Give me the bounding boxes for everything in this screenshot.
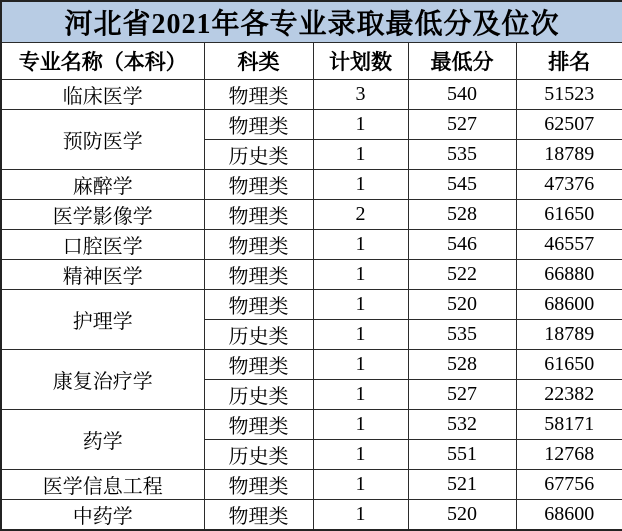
plan-cell: 1	[313, 320, 408, 350]
plan-cell: 1	[313, 290, 408, 320]
min-score-cell: 520	[408, 290, 516, 320]
plan-cell: 1	[313, 350, 408, 380]
min-score-cell: 532	[408, 410, 516, 440]
plan-cell: 1	[313, 110, 408, 140]
min-score-cell: 535	[408, 140, 516, 170]
min-score-cell: 528	[408, 350, 516, 380]
header-plan-count: 计划数	[313, 43, 408, 80]
rank-cell: 18789	[516, 140, 622, 170]
header-category: 科类	[204, 43, 313, 80]
plan-cell: 1	[313, 440, 408, 470]
category-cell: 物理类	[204, 470, 313, 500]
plan-cell: 1	[313, 170, 408, 200]
category-cell: 物理类	[204, 110, 313, 140]
min-score-cell: 551	[408, 440, 516, 470]
table-row	[1, 110, 622, 140]
major-cell: 护理学	[1, 290, 204, 350]
major-cell: 麻醉学	[1, 170, 204, 200]
rank-cell: 61650	[516, 200, 622, 230]
min-score-cell: 545	[408, 170, 516, 200]
major-cell: 药学	[1, 410, 204, 470]
rank-cell: 68600	[516, 500, 622, 531]
min-score-cell: 527	[408, 110, 516, 140]
major-cell: 预防医学	[1, 110, 204, 170]
category-cell: 物理类	[204, 500, 313, 531]
major-cell: 康复治疗学	[1, 350, 204, 410]
plan-cell: 1	[313, 380, 408, 410]
major-cell: 口腔医学	[1, 230, 204, 260]
major-cell: 临床医学	[1, 80, 204, 110]
rank-cell: 62507	[516, 110, 622, 140]
header-major: 专业名称（本科）	[1, 43, 204, 80]
min-score-cell: 520	[408, 500, 516, 531]
category-cell: 物理类	[204, 80, 313, 110]
table-row	[1, 200, 622, 230]
major-cell: 医学信息工程	[1, 470, 204, 500]
plan-cell: 1	[313, 230, 408, 260]
plan-cell: 1	[313, 410, 408, 440]
header-min-score: 最低分	[408, 43, 516, 80]
category-cell: 物理类	[204, 290, 313, 320]
table-title: 河北省2021年各专业录取最低分及位次	[1, 1, 622, 43]
category-cell: 物理类	[204, 350, 313, 380]
category-cell: 历史类	[204, 380, 313, 410]
plan-cell: 2	[313, 200, 408, 230]
min-score-cell: 546	[408, 230, 516, 260]
plan-cell: 3	[313, 80, 408, 110]
rank-cell: 67756	[516, 470, 622, 500]
category-cell: 物理类	[204, 260, 313, 290]
rank-cell: 22382	[516, 380, 622, 410]
rank-cell: 68600	[516, 290, 622, 320]
major-cell: 医学影像学	[1, 200, 204, 230]
table-row	[1, 230, 622, 260]
rank-cell: 46557	[516, 230, 622, 260]
category-cell: 历史类	[204, 440, 313, 470]
table-row	[1, 500, 622, 531]
rank-cell: 51523	[516, 80, 622, 110]
rank-cell: 58171	[516, 410, 622, 440]
min-score-cell: 527	[408, 380, 516, 410]
table-row	[1, 350, 622, 380]
category-cell: 物理类	[204, 410, 313, 440]
major-cell: 精神医学	[1, 260, 204, 290]
rank-cell: 61650	[516, 350, 622, 380]
rank-cell: 47376	[516, 170, 622, 200]
table-row	[1, 260, 622, 290]
rank-cell: 12768	[516, 440, 622, 470]
table-row	[1, 80, 622, 110]
min-score-cell: 528	[408, 200, 516, 230]
category-cell: 物理类	[204, 200, 313, 230]
min-score-cell: 535	[408, 320, 516, 350]
plan-cell: 1	[313, 500, 408, 531]
major-cell: 中药学	[1, 500, 204, 531]
category-cell: 历史类	[204, 320, 313, 350]
min-score-cell: 540	[408, 80, 516, 110]
title-row	[1, 1, 622, 43]
rank-cell: 66880	[516, 260, 622, 290]
category-cell: 物理类	[204, 230, 313, 260]
rank-cell: 18789	[516, 320, 622, 350]
min-score-cell: 522	[408, 260, 516, 290]
category-cell: 历史类	[204, 140, 313, 170]
table-row	[1, 410, 622, 440]
plan-cell: 1	[313, 470, 408, 500]
table-row	[1, 290, 622, 320]
plan-cell: 1	[313, 140, 408, 170]
table-row	[1, 170, 622, 200]
min-score-cell: 521	[408, 470, 516, 500]
header-row	[1, 43, 622, 80]
header-rank: 排名	[516, 43, 622, 80]
table-row	[1, 470, 622, 500]
plan-cell: 1	[313, 260, 408, 290]
category-cell: 物理类	[204, 170, 313, 200]
